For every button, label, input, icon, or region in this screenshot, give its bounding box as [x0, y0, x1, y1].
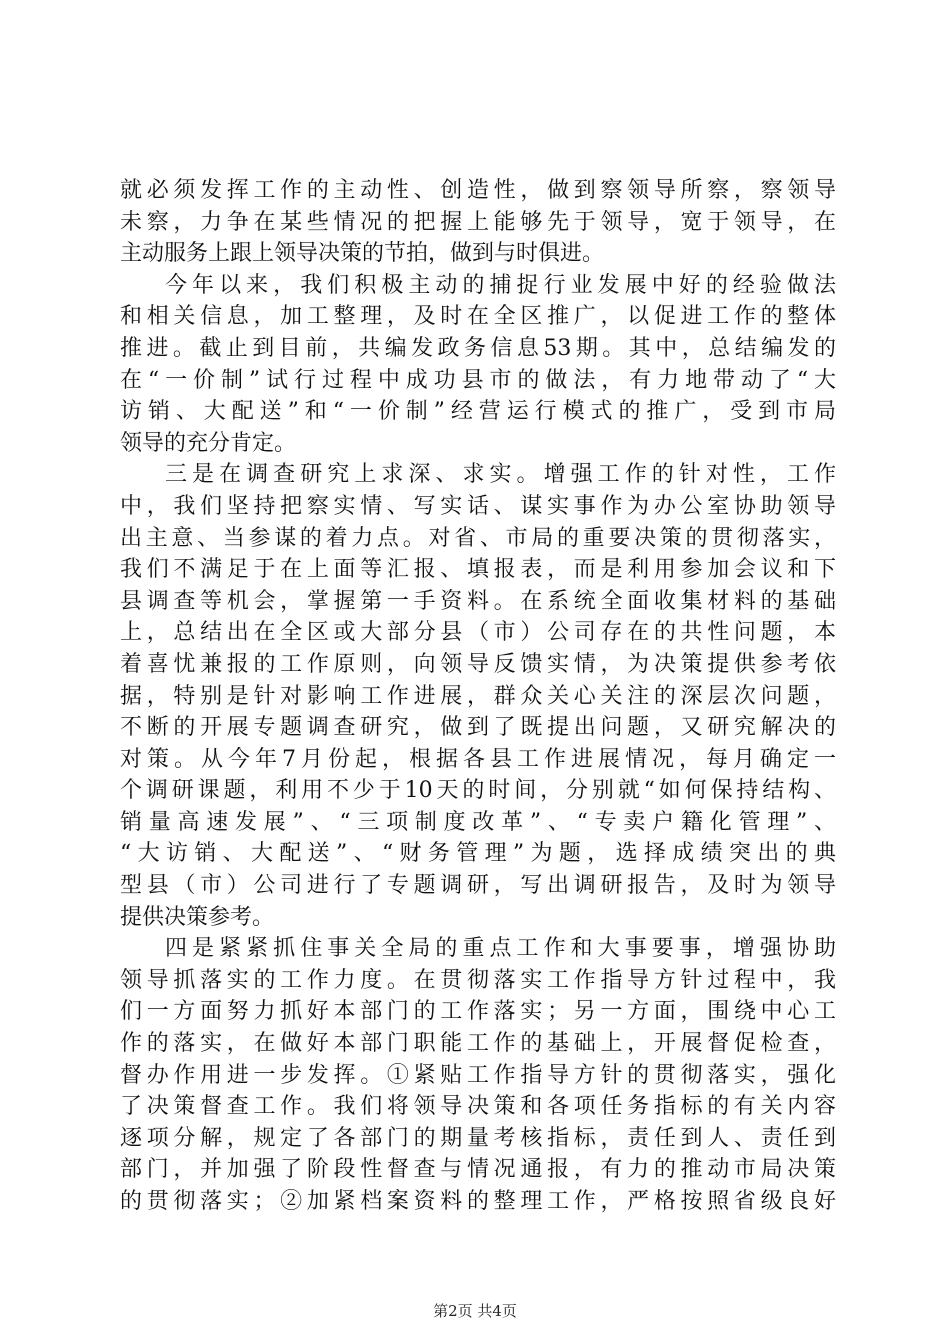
- text-line: 部门，并加强了阶段性督查与情况通报，有力的推动市局决策: [120, 1157, 836, 1183]
- text-line: 对策。从今年7月份起，根据各县工作进展情况，每月确定一: [120, 746, 836, 772]
- text-line: 中，我们坚持把察实情、写实话、谋实事作为办公室协助领导: [120, 493, 836, 519]
- text-line: 三是在调查研究上求深、求实。增强工作的针对性，工作: [165, 462, 836, 488]
- text-line: 上，总结出在全区或大部分县（市）公司存在的共性问题，本: [120, 620, 836, 646]
- text-line: 着喜忧兼报的工作原则，向领导反馈实情，为决策提供参考依: [120, 651, 836, 677]
- text-line: 推进。截止到目前，共编发政务信息53期。其中，总结编发的: [120, 335, 836, 361]
- text-line: 们一方面努力抓好本部门的工作落实；另一方面，围绕中心工: [120, 999, 836, 1025]
- text-line: 领导抓落实的工作力度。在贯彻落实工作指导方针过程中，我: [120, 967, 836, 993]
- text-line: 主动服务上跟上领导决策的节拍，做到与时俱进。: [120, 241, 605, 267]
- text-line: 个调研课题，利用不少于10天的时间，分别就“如何保持结构、: [120, 778, 836, 804]
- text-line: 县调查等机会，掌握第一手资料。在系统全面收集材料的基础: [120, 588, 836, 614]
- text-line: 提供决策参考。: [120, 904, 275, 930]
- text-line: 作的落实，在做好本部门职能工作的基础上，开展督促检查，: [120, 1031, 836, 1057]
- page-footer: [0, 1300, 950, 1321]
- text-line: 督办作用进一步发挥。①紧贴工作指导方针的贯彻落实，强化: [120, 1062, 836, 1088]
- text-line: 了决策督查工作。我们将领导决策和各项任务指标的有关内容: [120, 1094, 836, 1120]
- text-line: 不断的开展专题调查研究，做到了既提出问题，又研究解决的: [120, 715, 836, 741]
- text-line: “大访销、大配送”、“财务管理”为题，选择成绩突出的典: [120, 841, 836, 867]
- text-line: 未察，力争在某些情况的把握上能够先于领导，宽于领导，在: [120, 209, 836, 235]
- document-body: [120, 175, 836, 1218]
- text-line: 逐项分解，规定了各部门的期量考核指标，责任到人、责任到: [120, 1125, 836, 1151]
- text-line: 今年以来，我们积极主动的捕捉行业发展中好的经验做法: [165, 272, 836, 298]
- text-line: 销量高速发展”、“三项制度改革”、“专卖户籍化管理”、: [120, 809, 836, 835]
- text-line: 四是紧紧抓住事关全局的重点工作和大事要事，增强协助: [165, 936, 836, 962]
- text-line: 和相关信息，加工整理，及时在全区推广，以促进工作的整体: [120, 304, 836, 330]
- text-line: 出主意、当参谋的着力点。对省、市局的重要决策的贯彻落实，: [120, 525, 836, 551]
- page-number-label: 第2页 共4页: [433, 1302, 517, 1320]
- text-line: 型县（市）公司进行了专题调研，写出调研报告，及时为领导: [120, 873, 836, 899]
- text-line: 我们不满足于在上面等汇报、填报表，而是利用参加会议和下: [120, 557, 836, 583]
- text-line: 领导的充分肯定。: [120, 430, 297, 456]
- text-line: 据，特别是针对影响工作进展，群众关心关注的深层次问题，: [120, 683, 836, 709]
- text-line: 的贯彻落实；②加紧档案资料的整理工作，严格按照省级良好: [120, 1189, 836, 1214]
- text-line: 就必须发挥工作的主动性、创造性，做到察领导所察，察领导: [120, 178, 836, 203]
- text-line: 在“一价制”试行过程中成功县市的做法，有力地带动了“大: [120, 367, 836, 393]
- text-line: 访销、大配送”和“一价制”经营运行模式的推广，受到市局: [120, 399, 836, 425]
